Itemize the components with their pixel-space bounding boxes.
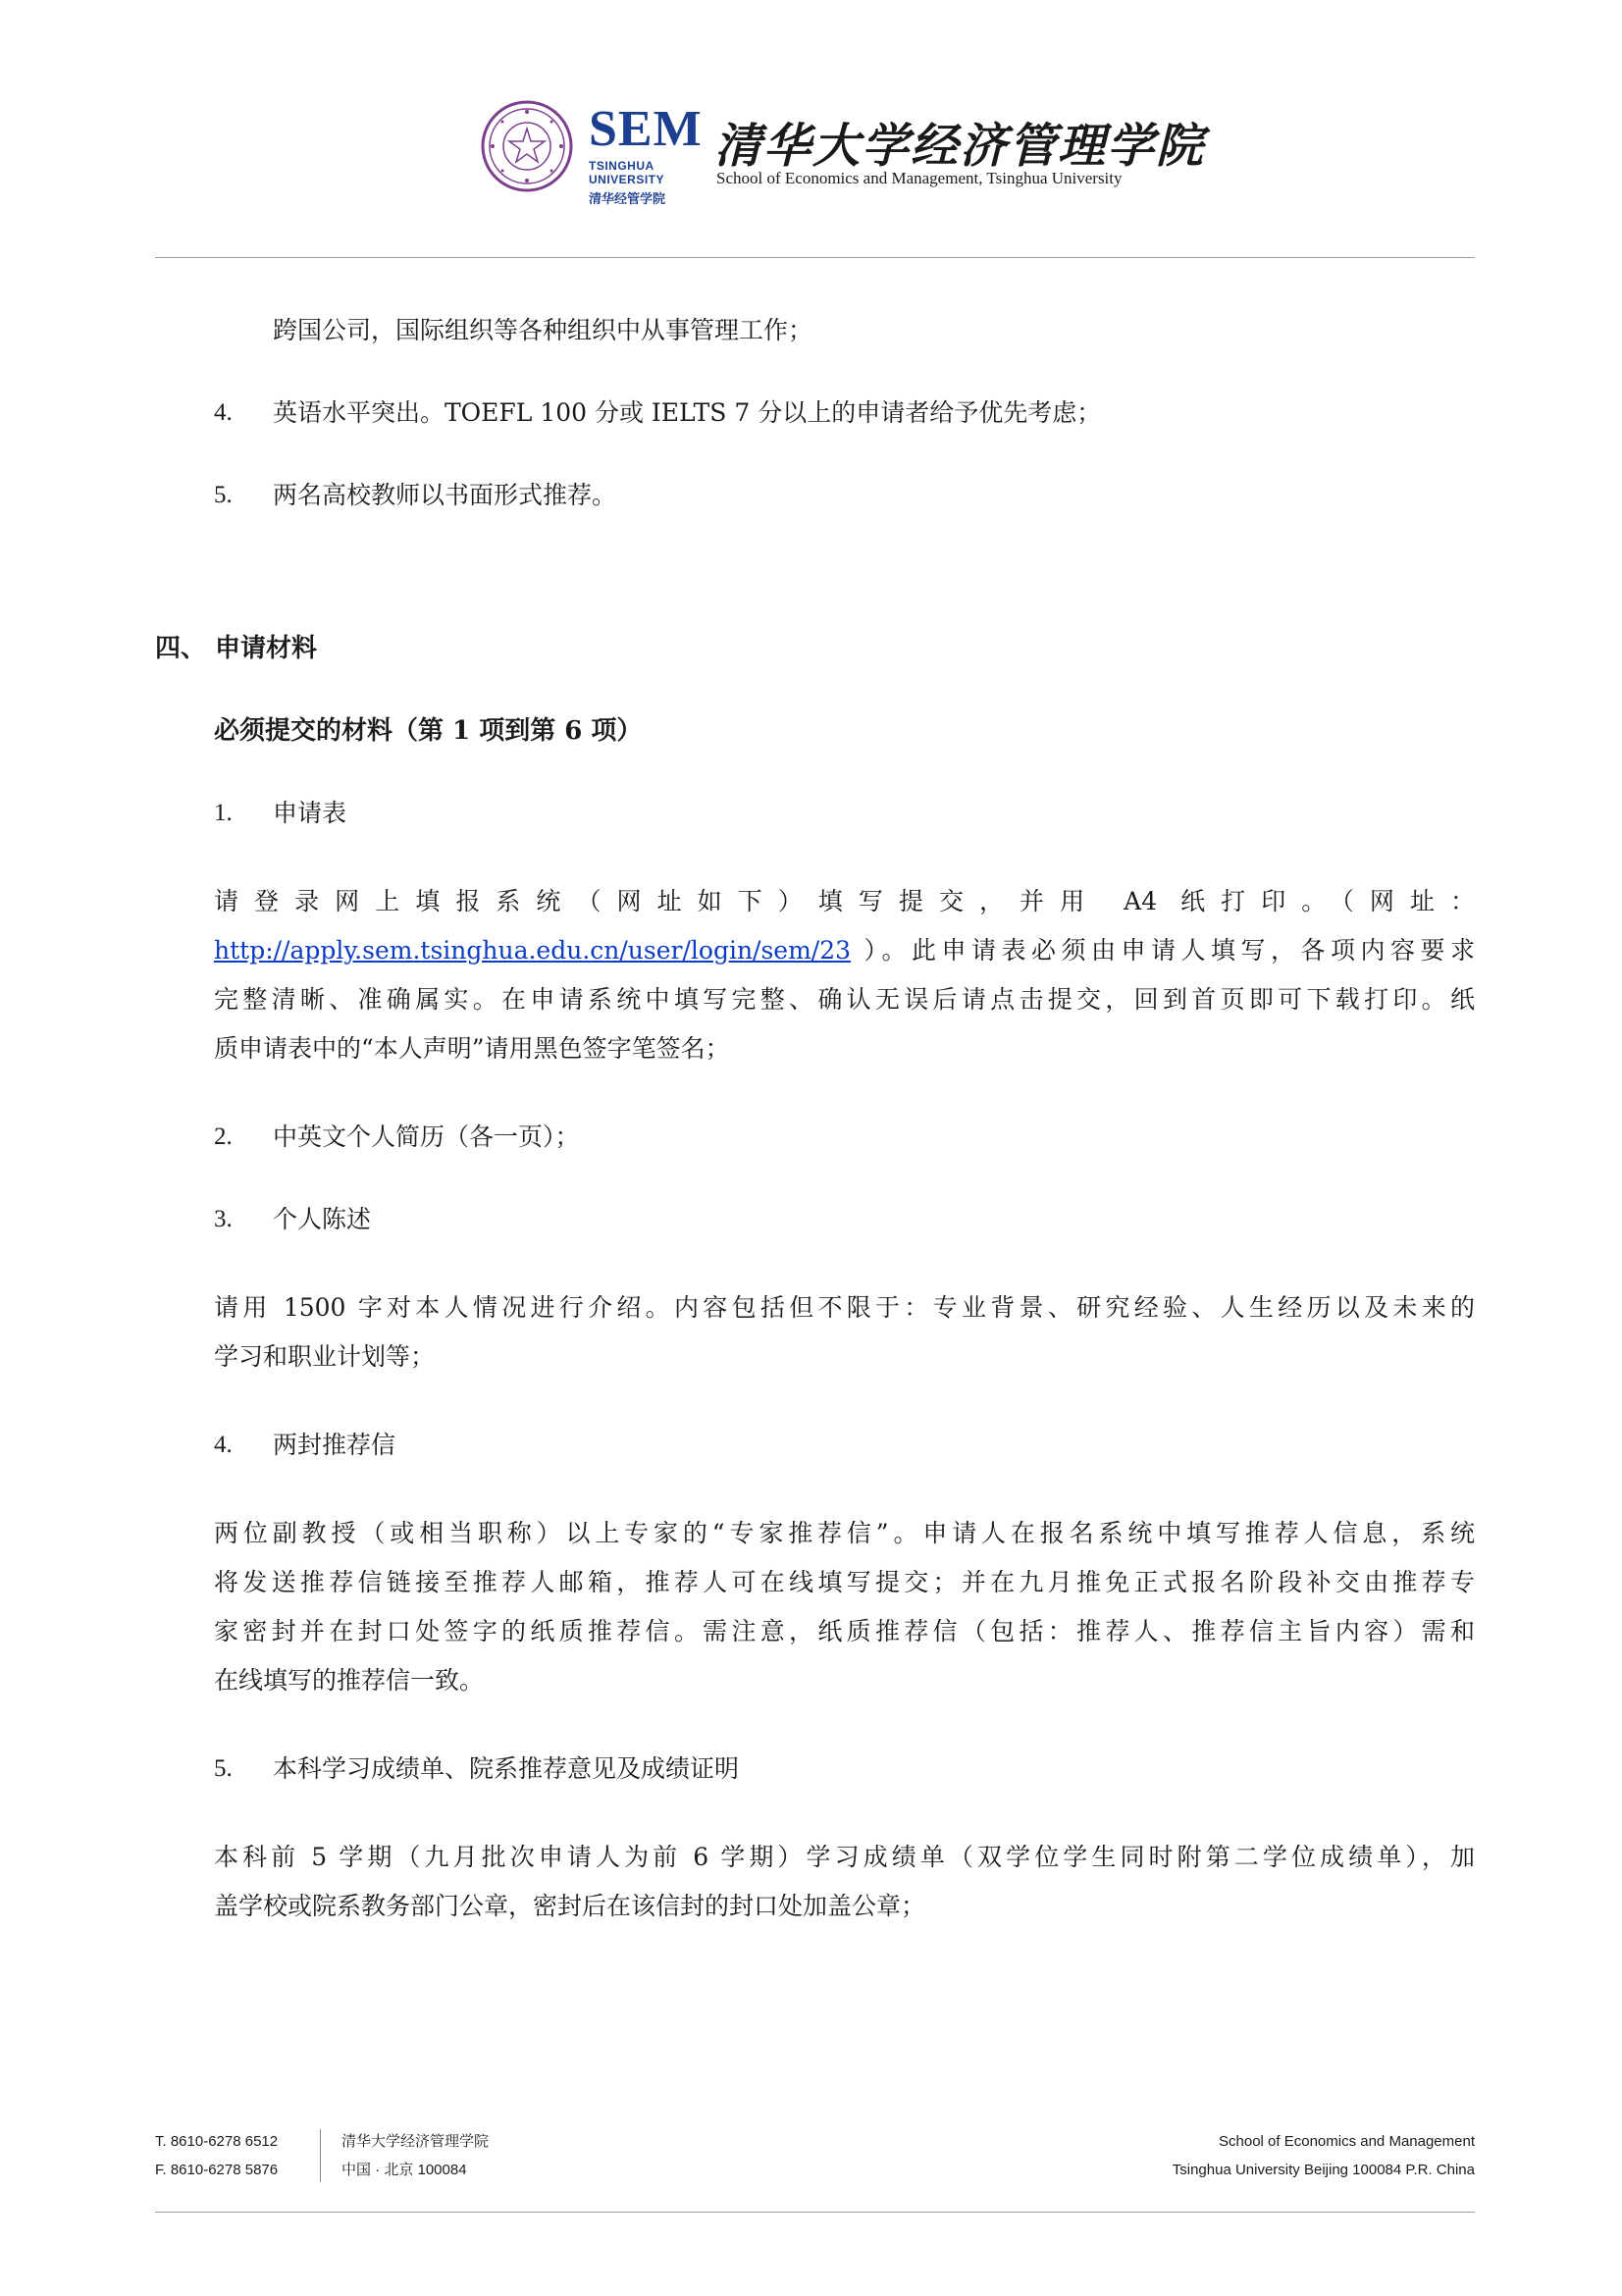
list-number: 4. (214, 399, 233, 426)
tsinghua-seal-logo (481, 100, 573, 192)
page-header (481, 86, 1206, 207)
paragraph-line: 本科前 5 学期（九月批次申请人为前 6 学期）学习成绩单（双学位学生同时附第二学位成绩单），加 (214, 1843, 1475, 1871)
sem-logo-cn: 清华经管学院 (589, 192, 666, 207)
footer-en-line1: School of Economics and Management (1219, 2133, 1475, 2150)
list-number: 3. (214, 1206, 233, 1232)
material-item-1 (214, 795, 1475, 832)
continued-line: 跨国公司，国际组织等各种组织中从事管理工作； (273, 316, 813, 344)
list-text: 本科学习成绩单、院系推荐意见及成绩证明 (273, 1754, 740, 1783)
list-item (214, 477, 1475, 514)
list-number: 5. (214, 1755, 233, 1782)
sem-logo (589, 101, 703, 207)
material-item-4 (214, 1427, 1475, 1464)
paragraph-line: 两位副教授（或相当职称）以上专家的“专家推荐信”。申请人在报名系统中填写推荐人信息，系统 (214, 1519, 1475, 1547)
list-text: 中英文个人简历（各一页）； (273, 1122, 580, 1151)
material-5-paragraph (214, 1833, 1475, 1931)
list-number: 4. (214, 1432, 233, 1458)
paragraph-line: 盖学校或院系教务部门公章，密封后在该信封的封口处加盖公章； (214, 1892, 926, 1920)
list-text: 个人陈述 (273, 1205, 372, 1233)
paragraph-line: 家密封并在封口处签字的纸质推荐信。需注意，纸质推荐信（包括：推荐人、推荐信主旨内容）需和 (214, 1617, 1475, 1645)
subheading: 必须提交的材料（第 1 项到第 6 项） (214, 716, 643, 746)
paragraph-line: 将发送推荐信链接至推荐人邮箱，推荐人可在线填写提交；并在九月推免正式报名阶段补交由推荐专 (214, 1568, 1475, 1596)
footer-contact (155, 2127, 278, 2184)
section-heading: 四、 申请材料 (155, 634, 318, 663)
header-divider (155, 257, 1475, 258)
list-item (214, 394, 1475, 432)
page-footer (155, 2127, 1475, 2196)
footer-address-en (1173, 2127, 1475, 2184)
footer-address-cn (341, 2127, 489, 2184)
list-text: 英语水平突出。TOEFL 100 分或 IELTS 7 分以上的申请者给予优先考虑； (273, 398, 1102, 427)
footer-cn-line1: 清华大学经济管理学院 (341, 2133, 490, 2150)
school-name-cn: 清华大学经济管理学院 (714, 119, 1206, 174)
paragraph-line: 请用 1500 字对本人情况进行介绍。内容包括但不限于：专业背景、研究经验、人生经历以及未来的 (214, 1293, 1475, 1322)
paragraph-line: 请登录网上填报系统（网址如下）填写提交，并用 A4 纸打印。（网址： (214, 887, 1475, 915)
paragraph-line: 学习和职业计划等； (214, 1342, 436, 1371)
list-text: 两封推荐信 (273, 1431, 396, 1459)
material-4-paragraph (214, 1509, 1475, 1705)
list-number: 1. (214, 800, 233, 826)
footer-fax: F. 8610-6278 5876 (155, 2162, 279, 2178)
paragraph-line: 在线填写的推荐信一致。 (214, 1666, 485, 1695)
school-name-en: School of Economics and Management, Tsinghua University (716, 169, 1123, 187)
material-1-paragraph (214, 877, 1475, 1073)
list-number: 2. (214, 1123, 233, 1150)
sem-logo-text: SEM (589, 101, 703, 157)
list-text: 申请表 (273, 799, 347, 827)
footer-en-line2: Tsinghua University Beijing 100084 P.R. China (1172, 2162, 1475, 2178)
paragraph-line: 质申请表中的“本人声明”请用黑色签字笔签名； (214, 1034, 730, 1063)
footer-tel: T. 8610-6278 6512 (155, 2133, 279, 2150)
paragraph-text: ）。此申请表必须由申请人填写，各项内容要求 (863, 936, 1475, 965)
footer-cn-line2: 中国 · 北京 100084 (341, 2162, 467, 2178)
list-text: 两名高校教师以书面形式推荐。 (273, 481, 617, 509)
material-item-3 (214, 1201, 1475, 1238)
material-3-paragraph (214, 1283, 1475, 1382)
material-item-5 (214, 1750, 1475, 1788)
footer-divider (320, 2129, 321, 2182)
sem-logo-university: TSINGHUA UNIVERSITY (589, 159, 665, 186)
paragraph-line: 完整清晰、准确属实。在申请系统中填写完整、确认无误后请点击提交，回到首页即可下载打印。纸 (214, 985, 1475, 1014)
list-number: 5. (214, 482, 233, 508)
application-link[interactable]: http://apply.sem.tsinghua.edu.cn/user/login/sem/23 (214, 936, 852, 965)
document-body (155, 312, 1475, 1931)
material-item-2 (214, 1119, 1475, 1156)
footer-divider-line (155, 2212, 1475, 2213)
paragraph-line (214, 926, 1475, 975)
